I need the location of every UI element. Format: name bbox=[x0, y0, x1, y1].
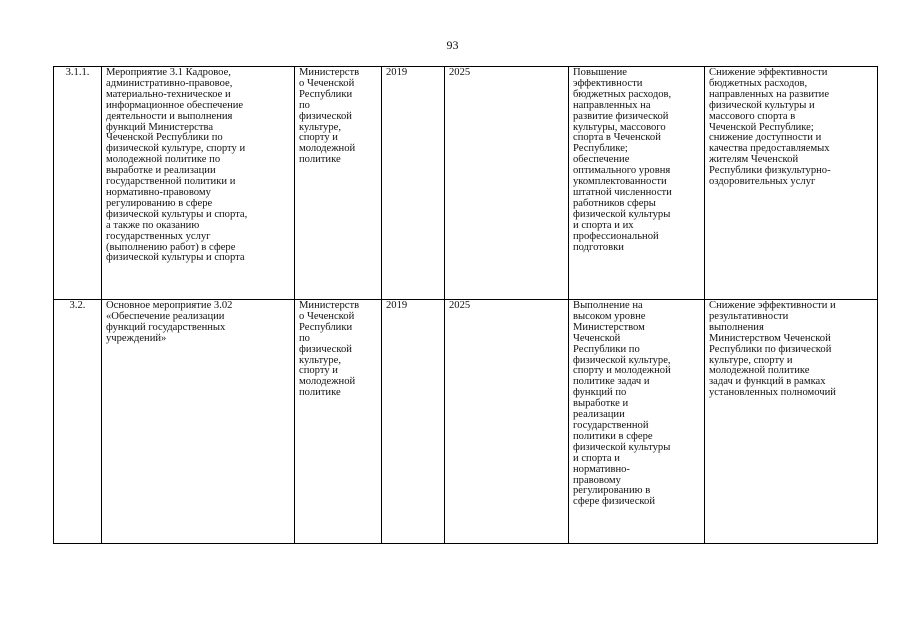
cell-text-line: регулированию в bbox=[573, 485, 651, 497]
cell-text-line: бюджетных расходов, bbox=[573, 88, 672, 100]
cell-text-line: массового спорта в bbox=[709, 110, 796, 122]
cell-text-line: физической культуре, bbox=[573, 354, 671, 366]
cell-text-line: о Чеченской bbox=[299, 310, 355, 322]
cell-text-line: государственной политики и bbox=[106, 176, 236, 188]
cell-text-line: административно-правовое, bbox=[106, 77, 233, 89]
cell-text-line: Чеченской Республики по bbox=[106, 132, 223, 144]
cell-text-line: оздоровительных услуг bbox=[709, 176, 816, 188]
cell-text-line: бюджетных расходов, bbox=[709, 77, 808, 89]
executor-cell bbox=[295, 300, 382, 544]
cell-text-line: Республики bbox=[299, 88, 353, 100]
cell-text-line: регулированию в сфере bbox=[106, 197, 213, 209]
cell-text-line: эффективности bbox=[573, 77, 643, 89]
executor-lines bbox=[299, 301, 377, 399]
cell-text-line: направленных на bbox=[573, 99, 651, 111]
cell-text-line: Снижение эффективности и bbox=[709, 300, 836, 311]
consequences-cell bbox=[705, 67, 878, 300]
cell-text-line: культуры, массового bbox=[573, 121, 666, 133]
cell-text-line: штатной численности bbox=[573, 186, 672, 198]
cell-text-line: развитие физической bbox=[573, 110, 669, 122]
cell-text-line: нормативно-правовому bbox=[106, 186, 211, 198]
cell-text-line: политике задач и bbox=[573, 376, 650, 388]
cell-text-line: «Обеспечение реализации bbox=[106, 310, 225, 322]
executor-cell bbox=[295, 67, 382, 300]
cell-text-line: Чеченской Республике; bbox=[709, 121, 814, 133]
cell-text-line: физической культуры и bbox=[709, 99, 815, 111]
cell-text-line: функций Министерства bbox=[106, 121, 214, 133]
cell-text-line: спорта в Чеченской bbox=[573, 132, 661, 144]
cell-text-line: культуре, bbox=[299, 121, 341, 133]
expected-result-lines bbox=[573, 68, 700, 253]
cell-text-line: политики в сфере bbox=[573, 430, 653, 442]
cell-text-line: Республики физкультурно- bbox=[709, 165, 831, 177]
cell-text-line: выработке и реализации bbox=[106, 165, 216, 177]
cell-text-line: молодежной bbox=[299, 376, 356, 388]
cell-text-line: Чеченской bbox=[573, 332, 621, 344]
executor-lines bbox=[299, 68, 377, 166]
cell-text-line: культуре, спорту и bbox=[709, 354, 793, 366]
event-name-lines bbox=[106, 68, 290, 264]
end-year-cell: 2025 bbox=[445, 300, 569, 544]
cell-text-line: культуре, bbox=[299, 354, 341, 366]
cell-text-line: Мероприятие 3.1 Кадровое, bbox=[106, 67, 231, 78]
cell-text-line: спорту и молодежной bbox=[573, 365, 671, 377]
cell-text-line: снижение доступности и bbox=[709, 132, 822, 144]
cell-text-line: и спорта и их bbox=[573, 219, 634, 231]
cell-text-line: реализации bbox=[573, 409, 625, 421]
cell-text-line: (выполнению работ) в сфере bbox=[106, 241, 236, 253]
cell-text-line: функций государственных bbox=[106, 321, 226, 333]
cell-text-line: Основное мероприятие 3.02 bbox=[106, 300, 233, 311]
page-number: 93 bbox=[446, 38, 459, 52]
cell-text-line: по bbox=[299, 99, 310, 111]
cell-text-line: качества предоставляемых bbox=[709, 143, 830, 155]
consequences-cell bbox=[705, 300, 878, 544]
cell-text-line: Снижение эффективности bbox=[709, 67, 828, 78]
cell-text-line: выработке и bbox=[573, 398, 629, 410]
cell-text-line: нормативно- bbox=[573, 463, 630, 475]
table-row bbox=[54, 67, 878, 300]
cell-text-line: профессиональной bbox=[573, 230, 659, 242]
cell-text-line: Министерств bbox=[299, 300, 360, 311]
cell-text-line: Выполнение на bbox=[573, 300, 643, 311]
cell-text-line: физической культуре, спорту и bbox=[106, 143, 246, 155]
event-name-lines bbox=[106, 301, 290, 345]
start-year-cell: 2019 bbox=[382, 67, 445, 300]
cell-text-line: материально-техническое и bbox=[106, 88, 231, 100]
cell-text-line: молодежной bbox=[299, 143, 356, 155]
expected-result-cell bbox=[569, 300, 705, 544]
cell-text-line: оптимального уровня bbox=[573, 165, 671, 177]
event-name-cell bbox=[102, 67, 295, 300]
cell-text-line: государственной bbox=[573, 419, 649, 431]
cell-text-line: Министерством Чеченской bbox=[709, 332, 831, 344]
cell-text-line: выполнения bbox=[709, 321, 764, 333]
cell-text-line: Министерством bbox=[573, 321, 645, 333]
table-row bbox=[54, 300, 878, 544]
cell-text-line: Республике; bbox=[573, 143, 628, 155]
cell-text-line: жителям Чеченской bbox=[709, 154, 799, 166]
cell-text-line: физической культуры bbox=[573, 208, 671, 220]
consequences-lines bbox=[709, 301, 873, 399]
cell-text-line: Республики bbox=[299, 321, 353, 333]
cell-text-line: правовому bbox=[573, 474, 621, 486]
cell-text-line: информационное обеспечение bbox=[106, 99, 244, 111]
cell-text-line: физической культуры bbox=[573, 441, 671, 453]
cell-text-line: политике bbox=[299, 387, 341, 399]
cell-text-line: физической bbox=[299, 343, 352, 355]
cell-text-line: молодежной политике по bbox=[106, 154, 221, 166]
cell-text-line: молодежной политике bbox=[709, 365, 810, 377]
cell-text-line: Республики по физической bbox=[709, 343, 832, 355]
event-name-cell bbox=[102, 300, 295, 544]
cell-text-line: деятельности и выполнения bbox=[106, 110, 233, 122]
cell-text-line: функций по bbox=[573, 387, 627, 399]
cell-text-line: результативности bbox=[709, 310, 789, 322]
cell-text-line: направленных на развитие bbox=[709, 88, 830, 100]
start-year-cell: 2019 bbox=[382, 300, 445, 544]
cell-text-line: обеспечение bbox=[573, 154, 630, 166]
cell-text-line: а также по оказанию bbox=[106, 219, 200, 231]
cell-text-line: работников сферы bbox=[573, 197, 656, 209]
cell-text-line: и спорта и bbox=[573, 452, 620, 464]
cell-text-line: спорту и bbox=[299, 132, 338, 144]
cell-text-line: физической bbox=[299, 110, 352, 122]
cell-text-line: государственных услуг bbox=[106, 230, 211, 242]
cell-text-line: по bbox=[299, 332, 310, 344]
cell-text-line: спорту и bbox=[299, 365, 338, 377]
cell-text-line: подготовки bbox=[573, 241, 624, 253]
cell-text-line: Повышение bbox=[573, 67, 627, 78]
cell-text-line: Республики по bbox=[573, 343, 640, 355]
consequences-lines bbox=[709, 68, 873, 188]
cell-text-line: Министерств bbox=[299, 67, 360, 78]
row-number-cell: 3.2. bbox=[54, 300, 102, 544]
cell-text-line: сфере физической bbox=[573, 496, 656, 508]
cell-text-line: о Чеченской bbox=[299, 77, 355, 89]
cell-text-line: учреждений» bbox=[106, 332, 167, 344]
program-table bbox=[53, 66, 878, 544]
cell-text-line: укомплектованности bbox=[573, 176, 667, 188]
cell-text-line: установленных полномочий bbox=[709, 387, 836, 399]
cell-text-line: политике bbox=[299, 154, 341, 166]
cell-text-line: задач и функций в рамках bbox=[709, 376, 826, 388]
row-number-cell: 3.1.1. bbox=[54, 67, 102, 300]
end-year-cell: 2025 bbox=[445, 67, 569, 300]
cell-text-line: физической культуры и спорта, bbox=[106, 208, 248, 220]
cell-text-line: физической культуры и спорта bbox=[106, 252, 245, 264]
expected-result-cell bbox=[569, 67, 705, 300]
cell-text-line: высоком уровне bbox=[573, 310, 646, 322]
expected-result-lines bbox=[573, 301, 700, 508]
